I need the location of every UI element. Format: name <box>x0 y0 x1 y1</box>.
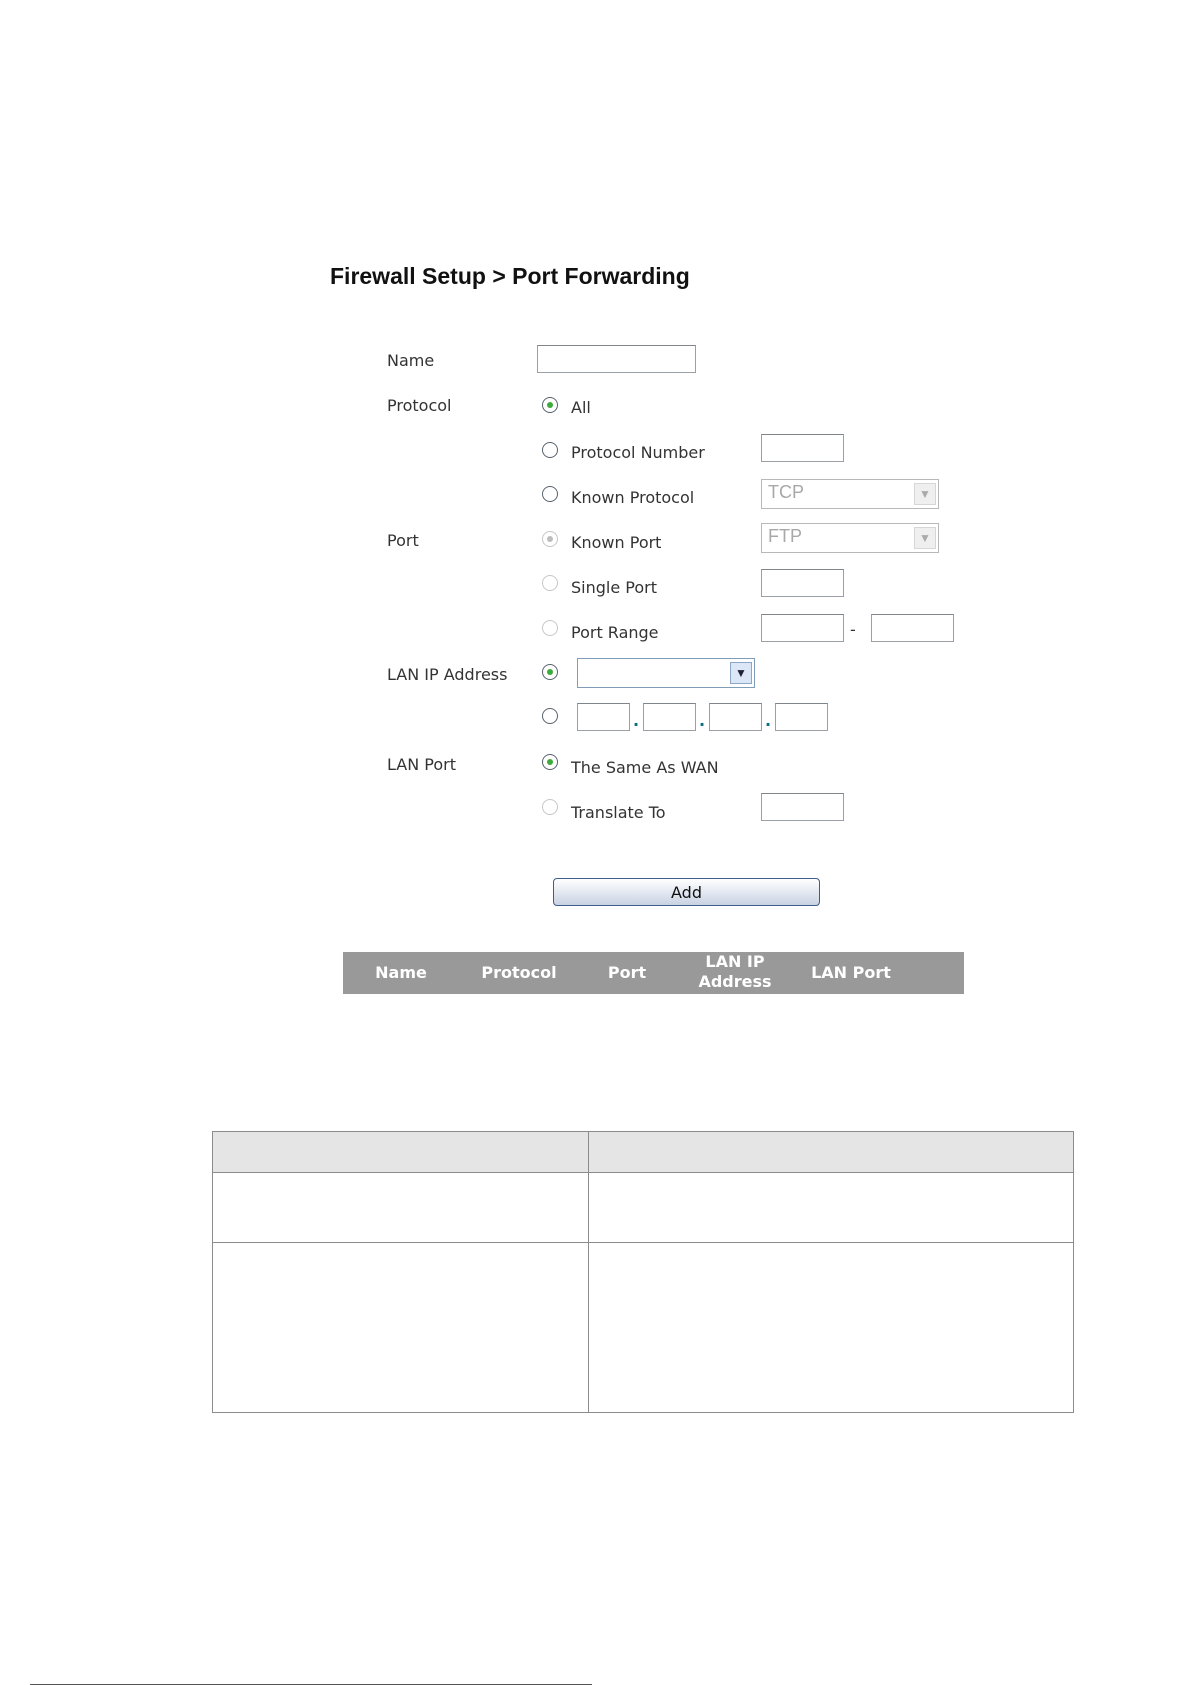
table-cell <box>589 1173 1074 1243</box>
port-range-to-input[interactable] <box>871 614 954 642</box>
ip-dot-separator: . <box>633 711 640 730</box>
ip-dot-separator: . <box>765 711 772 730</box>
known-port-radio[interactable] <box>542 531 558 547</box>
ip-octet-2-input[interactable] <box>643 703 696 731</box>
translate-to-input[interactable] <box>761 793 844 821</box>
lan-port-same-radio[interactable] <box>542 754 558 770</box>
known-protocol-label: Known Protocol <box>571 488 695 507</box>
chevron-down-icon: ▼ <box>730 662 752 684</box>
chevron-down-icon: ▼ <box>914 483 936 505</box>
column-header-name: Name <box>375 963 427 982</box>
add-button[interactable]: Add <box>553 878 820 906</box>
port-forwarding-table-header <box>343 952 964 994</box>
protocol-number-radio[interactable] <box>542 442 558 458</box>
protocol-all-label: All <box>571 398 591 417</box>
lan-ip-label: LAN IP Address <box>387 665 508 684</box>
port-label: Port <box>387 531 419 550</box>
known-protocol-select[interactable] <box>761 479 939 509</box>
column-header-lan-port: LAN Port <box>811 963 891 982</box>
protocol-number-label: Protocol Number <box>571 443 705 462</box>
known-port-select[interactable] <box>761 523 939 553</box>
ip-octet-4-input[interactable] <box>775 703 828 731</box>
table-cell <box>213 1243 589 1413</box>
description-table <box>212 1131 1074 1413</box>
known-port-value: FTP <box>768 526 802 546</box>
description-header-cell <box>589 1132 1074 1173</box>
description-header-cell <box>213 1132 589 1173</box>
column-header-lan-ip-line1: LAN IP <box>705 952 765 971</box>
table-cell <box>589 1243 1074 1413</box>
port-range-from-input[interactable] <box>761 614 844 642</box>
description-table-header-row <box>213 1132 1074 1173</box>
port-range-radio[interactable] <box>542 620 558 636</box>
port-range-label: Port Range <box>571 623 659 642</box>
protocol-label: Protocol <box>387 396 452 415</box>
lan-port-label: LAN Port <box>387 755 456 774</box>
protocol-all-radio[interactable] <box>542 397 558 413</box>
lan-port-same-label: The Same As WAN <box>571 758 719 777</box>
column-header-port: Port <box>607 963 647 982</box>
single-port-radio[interactable] <box>542 575 558 591</box>
name-input[interactable] <box>537 345 696 373</box>
ip-octet-1-input[interactable] <box>577 703 630 731</box>
known-protocol-value: TCP <box>768 482 804 502</box>
single-port-label: Single Port <box>571 578 657 597</box>
name-label: Name <box>387 351 435 370</box>
table-cell <box>213 1173 589 1243</box>
column-header-protocol: Protocol <box>481 963 557 982</box>
range-separator: - <box>850 620 856 639</box>
known-protocol-radio[interactable] <box>542 486 558 502</box>
page-title: Firewall Setup > Port Forwarding <box>330 263 690 289</box>
translate-to-radio[interactable] <box>542 799 558 815</box>
protocol-number-input[interactable] <box>761 434 844 462</box>
known-port-label: Known Port <box>571 533 662 552</box>
translate-to-label: Translate To <box>571 803 666 822</box>
table-row <box>213 1243 1074 1413</box>
table-row <box>213 1173 1074 1243</box>
ip-octet-3-input[interactable] <box>709 703 762 731</box>
lan-ip-select-radio[interactable] <box>542 664 558 680</box>
single-port-input[interactable] <box>761 569 844 597</box>
lan-ip-select[interactable] <box>577 658 755 688</box>
column-header-lan-ip-line2: Address <box>698 972 772 991</box>
ip-dot-separator: . <box>699 711 706 730</box>
chevron-down-icon: ▼ <box>914 527 936 549</box>
lan-ip-manual-radio[interactable] <box>542 708 558 724</box>
